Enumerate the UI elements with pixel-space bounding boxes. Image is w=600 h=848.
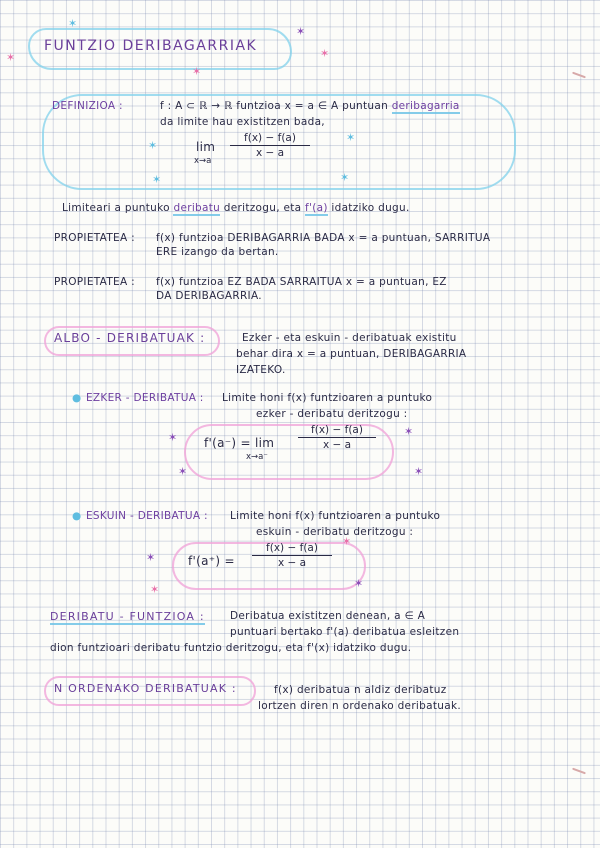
deribatu-funtzioa-label: DERIBATU - FUNTZIOA : [50,610,205,623]
n-ordenako-line1: f(x) deribatua n aldiz deribatuz [274,684,447,696]
corner-mark [572,72,586,79]
propietatea2-line1: f(x) funtzioa EZ BADA SARRAITUA x = a puntuan, EZ [156,276,447,288]
star-icon: ✶ [146,551,156,564]
ezker-label: EZKER - DERIBATUA : [86,392,204,404]
star-icon: ✶ [414,465,424,478]
text-span: deritzogu, eta [220,202,306,214]
ezker-fraction [298,424,376,451]
fraction-numerator: f(x) − f(a) [311,424,363,436]
n-ordenako-label: N ORDENAKO DERIBATUAK : [54,682,237,695]
definizioa-line2: da limite hau existitzen bada, [160,116,325,128]
eskuin-lhs: f'(a⁺) = [188,554,235,568]
fraction-denominator: x − a [322,439,352,451]
fraction-denominator: x − a [255,147,285,159]
definizioa-label: DEFINIZIOA : [52,100,123,112]
ezker-lhs: f'(a⁻) = lim [204,436,275,450]
albo-line1: Ezker - eta eskuin - deribatuak existitu [242,332,457,344]
star-icon: ✶ [152,173,162,186]
bullet-icon: ● [72,392,82,404]
deribagarria-term: deribagarria [391,100,460,112]
lim-symbol: lim [196,140,216,154]
deribatu-term: deribatu [173,202,221,214]
propietatea1-label: PROPIETATEA : [54,232,135,244]
bullet-icon: ● [72,510,82,522]
albo-label: ALBO - DERIBATUAK : [54,331,206,345]
star-icon: ✶ [404,425,414,438]
star-icon: ✶ [6,51,16,64]
lim-subscript: x→a [194,156,212,166]
ezker-line1: Limite honi f(x) funtzioaren a puntuko [222,392,433,404]
eskuin-line2: eskuin - deribatu deritzogu : [256,526,414,538]
propietatea1-line2: ERE izango da bertan. [156,246,279,258]
ezker-subscript: x→a⁻ [246,452,268,462]
deribatu-funtzioa-line2: puntuari bertako f'(a) deribatua esleitzen [230,626,460,638]
definizioa-after [62,202,410,214]
star-icon: ✶ [168,431,178,444]
star-icon: ✶ [346,131,356,144]
star-icon: ✶ [150,583,160,596]
eskuin-fraction [252,542,332,569]
n-ordenako-line2: lortzen diren n ordenako deribatuak. [258,700,461,712]
deribatu-funtzioa-line3: dion funtzioari deribatu funtzio deritzogu, eta f'(x) idatziko dugu. [50,642,412,654]
page-title: FUNTZIO DERIBAGARRIAK [44,38,258,54]
star-icon: ✶ [178,465,188,478]
albo-line3: IZATEKO. [236,364,286,376]
deribatu-funtzioa-line1: Deribatua existitzen denean, a ∈ A [230,610,426,622]
eskuin-label: ESKUIN - DERIBATUA : [86,510,208,522]
corner-mark [572,768,586,775]
star-icon: ✶ [320,47,330,60]
propietatea2-line2: DA DERIBAGARRIA. [156,290,262,302]
fraction-numerator: f(x) − f(a) [266,542,318,554]
fraction-numerator: f(x) − f(a) [244,132,296,144]
definizioa-line1 [160,100,460,112]
star-icon: ✶ [296,25,306,38]
fprime-term: f'(a) [305,202,328,214]
albo-line2: behar dira x = a puntuan, DERIBAGARRIA [236,348,467,360]
text-span: Limiteari a puntuko [62,202,174,214]
eskuin-line1: Limite honi f(x) funtzioaren a puntuko [230,510,441,522]
star-icon: ✶ [354,577,364,590]
definizioa-text: f : A ⊂ ℝ → ℝ funtzioa x = a ∈ A puntuan [160,100,392,112]
star-icon: ✶ [340,171,350,184]
star-icon: ✶ [192,65,202,78]
text-span: idatziko dugu. [327,202,410,214]
star-icon: ✶ [342,535,352,548]
star-icon: ✶ [148,139,158,152]
fraction-denominator: x − a [277,557,307,569]
definizioa-fraction [230,132,310,159]
star-icon: ✶ [68,17,78,30]
propietatea1-line1: f(x) funtzioa DERIBAGARRIA BADA x = a puntuan, SARRITUA [156,232,491,244]
propietatea2-label: PROPIETATEA : [54,276,135,288]
ezker-line2: ezker - deribatu deritzogu : [256,408,408,420]
